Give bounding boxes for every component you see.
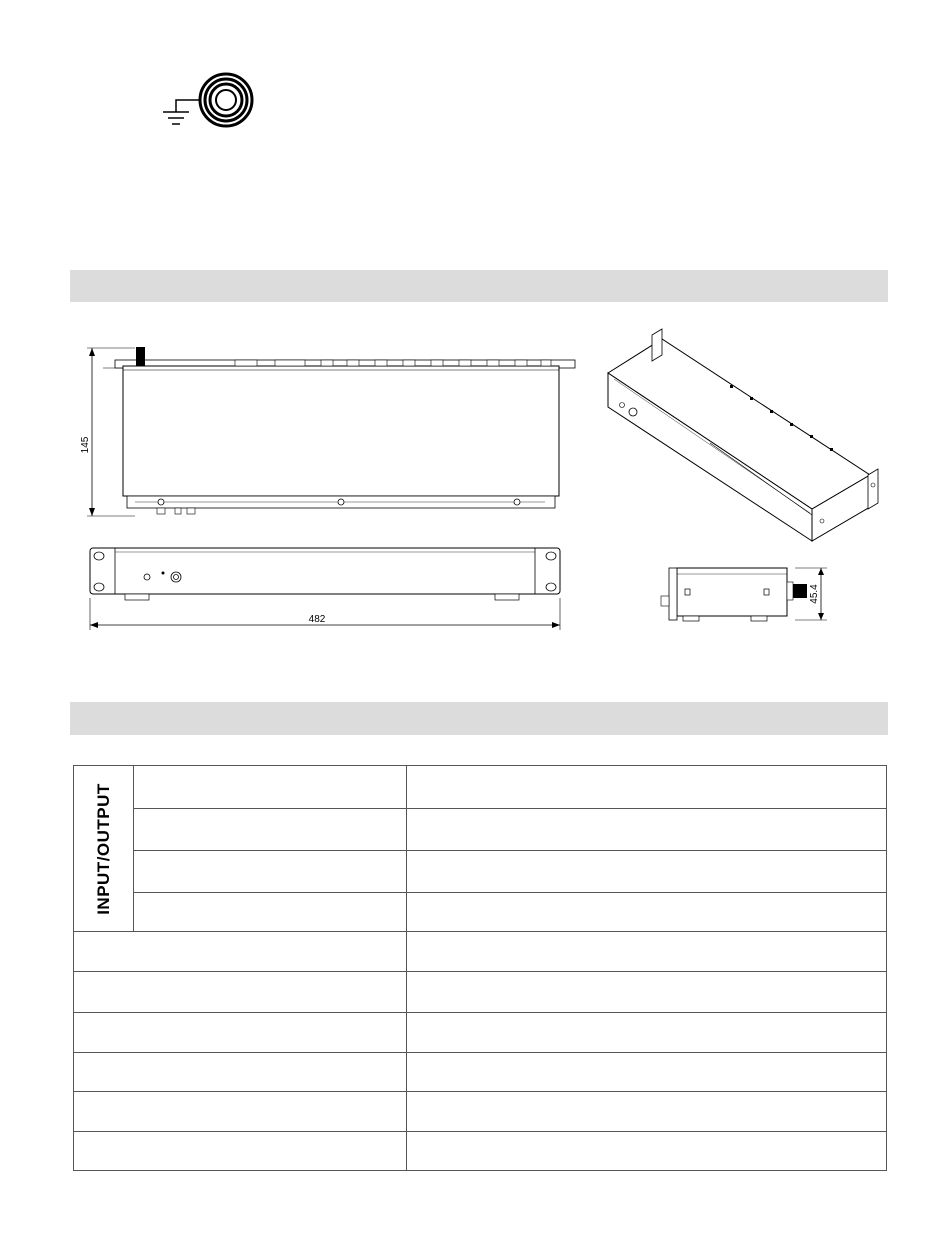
table-cell	[74, 1013, 407, 1053]
table-cell	[407, 972, 887, 1013]
ground-symbol-icon	[158, 70, 258, 140]
table-row	[74, 809, 887, 851]
table-row	[74, 893, 887, 932]
table-cell	[407, 1092, 887, 1132]
table-cell	[134, 809, 407, 851]
table-cell	[74, 1053, 407, 1092]
top-view-drawing	[75, 330, 585, 525]
table-cell	[407, 809, 887, 851]
table-cell	[134, 766, 407, 809]
specifications-table	[73, 765, 887, 1171]
table-row	[74, 766, 887, 809]
table-cell	[74, 1092, 407, 1132]
side-view-drawing	[655, 560, 835, 630]
isometric-view-drawing	[600, 325, 890, 550]
table-cell	[74, 972, 407, 1013]
table-cell	[407, 893, 887, 932]
group-label-cell	[74, 766, 134, 932]
table-row	[74, 1013, 887, 1053]
table-cell	[407, 851, 887, 893]
section-header-band-dimensions	[70, 270, 888, 302]
table-cell	[74, 932, 407, 972]
table-row	[74, 932, 887, 972]
table-cell	[407, 932, 887, 972]
dimension-label-482: 482	[308, 614, 326, 625]
table-cell	[407, 766, 887, 809]
table-cell	[407, 1053, 887, 1092]
table-row	[74, 1132, 887, 1171]
table-cell	[134, 893, 407, 932]
table-row	[74, 972, 887, 1013]
table-row	[74, 851, 887, 893]
table-cell	[407, 1013, 887, 1053]
table-cell	[134, 851, 407, 893]
table-row	[74, 1092, 887, 1132]
table-row	[74, 1053, 887, 1092]
table-cell	[407, 1132, 887, 1171]
dimension-label-145: 145	[80, 436, 91, 454]
front-view-drawing	[75, 540, 575, 640]
dimension-label-45-4: 45.4	[809, 584, 820, 604]
section-header-band-specifications	[70, 702, 888, 735]
group-label-input-output: INPUT/OUTPUT	[93, 782, 113, 915]
table-cell	[74, 1132, 407, 1171]
